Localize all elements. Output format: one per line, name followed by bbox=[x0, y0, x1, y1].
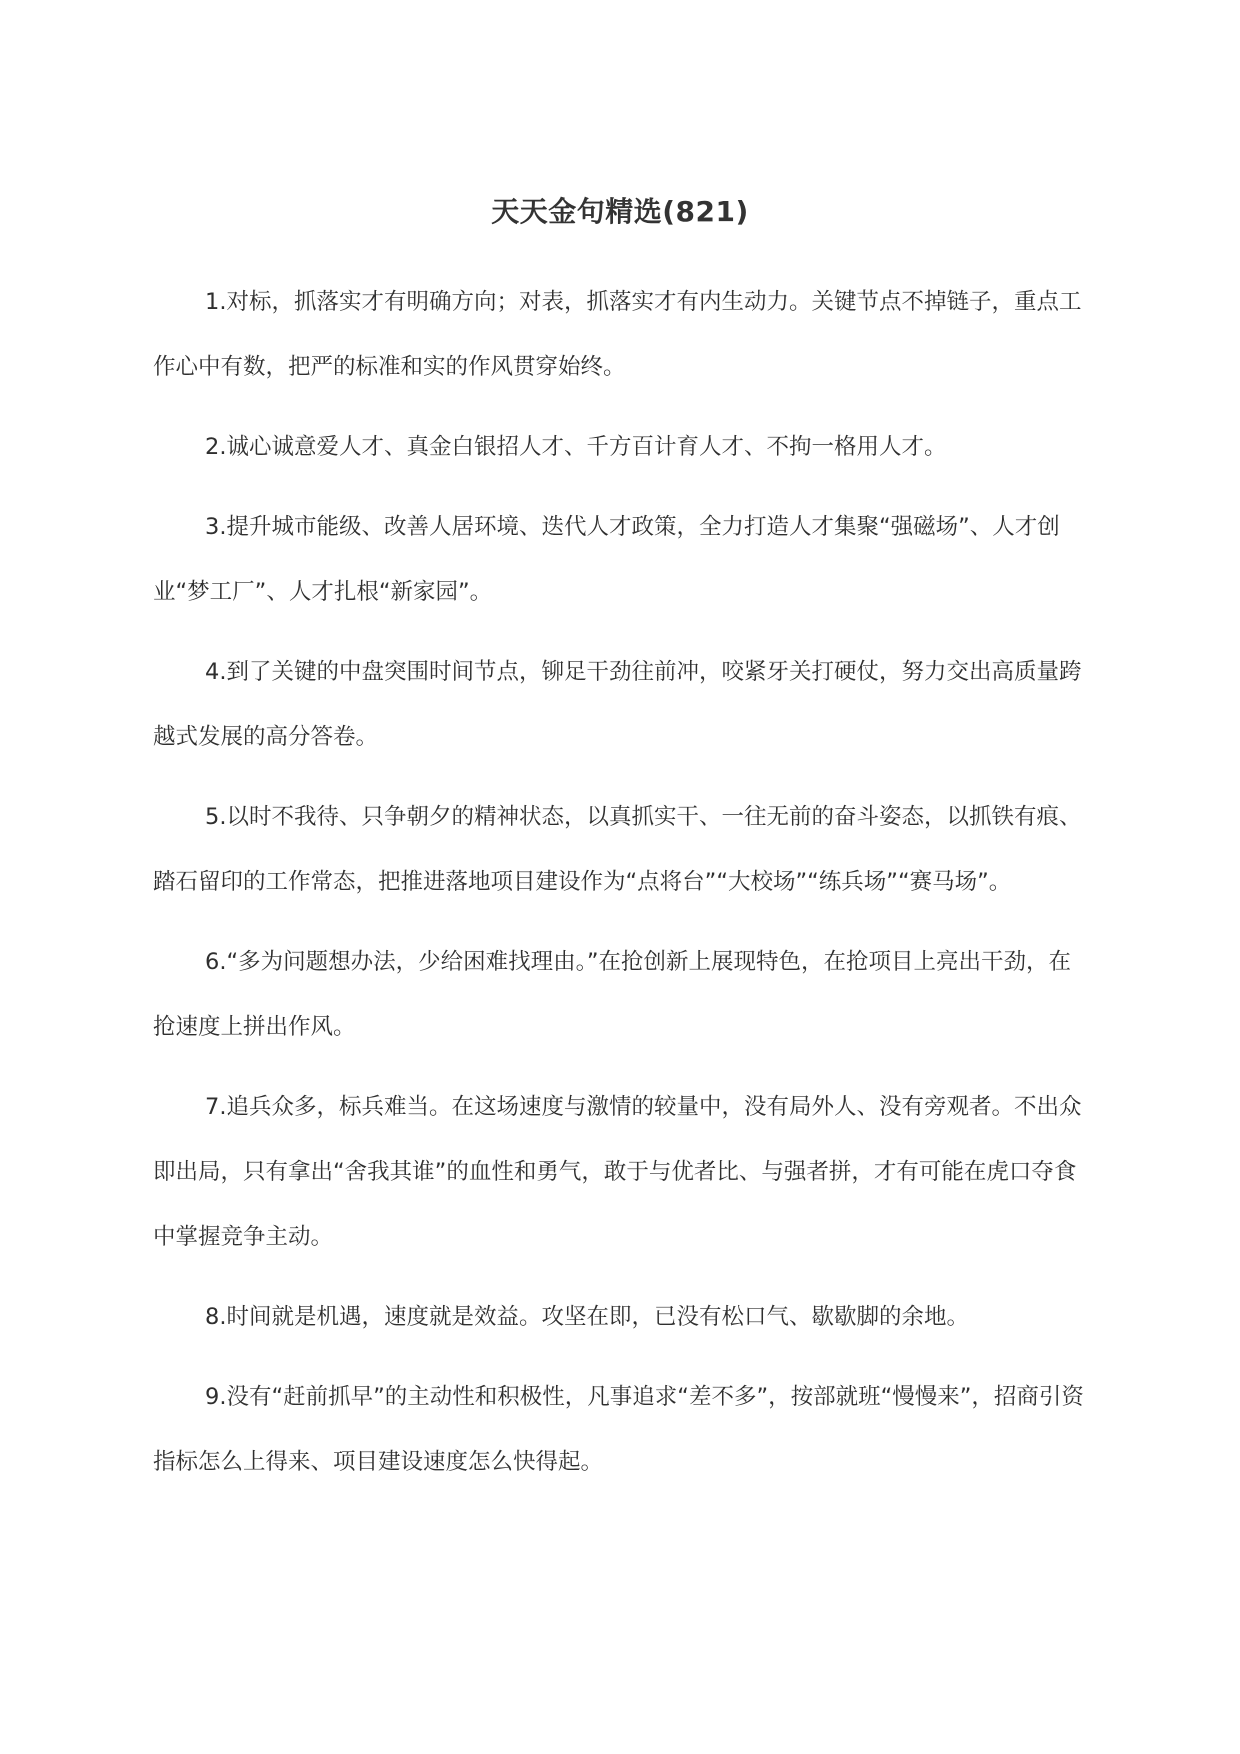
quote-item-8: 8.时间就是机遇，速度就是效益。攻坚在即，已没有松口气、歇歇脚的余地。 bbox=[205, 1304, 969, 1330]
quote-item-5: 5.以时不我待、只争朝夕的精神状态，以真抓实干、一往无前的奋斗姿态，以抓铁有痕、踏石留印的工作常态，把推进落地项目建设作为“点将台”“大校场”“练兵场”“赛马场”。 bbox=[153, 804, 1082, 895]
quote-item-7: 7.追兵众多，标兵难当。在这场速度与激情的较量中，没有局外人、没有旁观者。不出众即出局，只有拿出“舍我其谁”的血性和勇气，敢于与优者比、与强者拼，才有可能在虎口夺食中掌握竞争主动。 bbox=[153, 1094, 1082, 1250]
quote-item-9: 9.没有“赶前抓早”的主动性和积极性，凡事追求“差不多”，按部就班“慢慢来”，招商引资指标怎么上得来、项目建设速度怎么快得起。 bbox=[153, 1384, 1084, 1475]
quote-item-3: 3.提升城市能级、改善人居环境、迭代人才政策，全力打造人才集聚“强磁场”、人才创业“梦工厂”、人才扎根“新家园”。 bbox=[153, 514, 1060, 605]
quote-item-4: 4.到了关键的中盘突围时间节点，铆足干劲往前冲，咬紧牙关打硬仗，努力交出高质量跨越式发展的高分答卷。 bbox=[153, 659, 1082, 750]
quote-item-2: 2.诚心诚意爱人才、真金白银招人才、千方百计育人才、不拘一格用人才。 bbox=[205, 434, 947, 460]
quote-item-1: 1.对标，抓落实才有明确方向；对表，抓落实才有内生动力。关键节点不掉链子，重点工作心中有数，把严的标准和实的作风贯穿始终。 bbox=[153, 289, 1082, 380]
quote-item-6: 6.“多为问题想办法，少给困难找理由。”在抢创新上展现特色，在抢项目上亮出干劲，在抢速度上拼出作风。 bbox=[153, 949, 1072, 1040]
quote-list bbox=[153, 270, 1093, 1510]
page-title: 天天金句精选(821) bbox=[491, 195, 749, 228]
